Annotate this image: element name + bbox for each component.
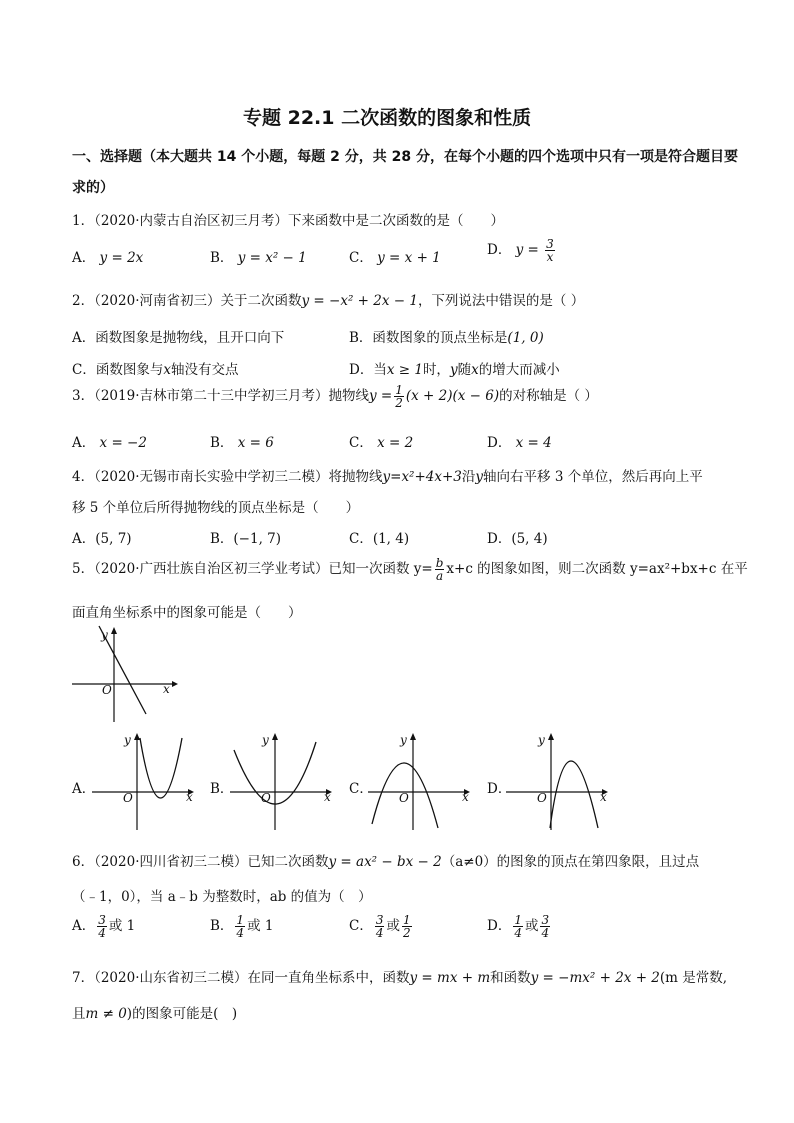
svg-text:O: O [399,791,409,805]
q3-stem: 3．（2019·吉林市第二十三中学初三月考）抛物线y = $\frac{1}{2}$ (x + 2)(x − 6)的对称轴是（ ） [72,383,598,410]
q5-stem-line1: 5．（2020·广西壮族自治区初三学业考试）已知一次函数 y= $\frac{b}{a}$ x+c 的图象如图，则二次函数 y=ax²+bx+c 在平 [72,556,748,583]
fraction: $\frac{3}{x}$ [546,237,554,264]
q2-option-b: B．函数图象的顶点坐标是(1, 0) [349,330,544,346]
parabola [550,761,598,828]
svg-text:O: O [261,791,271,805]
q4-option-d: D．(5, 4) [487,531,548,547]
q1-option-a [72,246,143,266]
q6-option-c: C． $\frac{3}{4}$ 或 $\frac{1}{2}$ [349,913,411,940]
q3-option-a: A． x = −2 [72,435,147,451]
option-label: C． [349,250,373,266]
svg-text:y: y [400,733,407,747]
q2-option-c: C．函数图象与x轴没有交点 [72,362,239,378]
q5-option-a-graph [90,728,200,834]
origin-label: O [102,683,112,697]
page-title: 专题 22.1 二次函数的图象和性质 [243,107,532,129]
y-axis-label: y [101,628,108,642]
svg-text:x: x [186,790,193,804]
q5-option-c-graph [366,728,476,834]
svg-text:x: x [462,790,469,804]
svg-text:y: y [124,733,131,747]
svg-text:O: O [537,791,547,805]
section-heading-line2: 求的） [72,180,114,196]
q5-option-b-label: B． [210,781,234,797]
q3-option-c: C． x = 2 [349,435,414,451]
q5-option-c-label: C． [349,781,373,797]
svg-text:x: x [600,790,607,804]
option-label: D． [487,242,512,258]
y-axis-arrow [111,627,117,634]
q5-option-b-graph [228,728,338,834]
q5-option-d-label: D． [487,781,512,797]
q4-stem-line2: 移 5 个单位后所得抛物线的顶点坐标是（ ） [72,500,360,516]
section-heading-line1: 一、选择题（本大题共 14 个小题，每题 2 分，共 28 分，在每个小题的四个选项中只有一项是符合题目要 [72,149,738,165]
q2-option-a: A．函数图象是抛物线，且开口向下 [72,330,285,346]
option-formula: y = x + 1 [377,250,441,266]
q1-option-d [487,238,557,263]
q5-option-d-graph [504,728,614,834]
q1-option-c [349,246,441,266]
q6-stem-line2: （﹣1，0），当 a﹣b 为整数时，ab 的值为（ ） [72,889,372,905]
q6-option-d: D． $\frac{1}{4}$ 或 $\frac{3}{4}$ [487,913,550,940]
parabola [140,738,182,798]
q5-linear-graph [68,622,188,726]
svg-text:y: y [538,733,545,747]
q6-option-a: A． $\frac{3}{4}$ 或 1 [72,913,136,940]
q3-option-d: D． x = 4 [487,435,552,451]
option-formula: y = 2x [99,250,144,266]
q5-stem-line2: 面直角坐标系中的图象可能是（ ） [72,605,302,621]
q5-option-a-label: A． [72,781,96,797]
q4-option-b: B．(−1, 7) [210,531,282,547]
x-axis-arrow [172,681,178,687]
option-formula: y = [515,242,539,258]
option-label: A． [72,250,96,266]
q1-option-b [210,246,307,266]
q2-option-d: D．当x ≥ 1时，y随x的增大而减小 [349,362,560,378]
q3-option-b: B． x = 6 [210,435,274,451]
q6-option-b: B． $\frac{1}{4}$ 或 1 [210,913,274,940]
option-label: B． [210,250,234,266]
q4-option-c: C．(1, 4) [349,531,410,547]
q2-stem: 2．（2020·河南省初三）关于二次函数y = −x² + 2x − 1，下列说法中错误的是（ ） [72,293,585,309]
svg-text:y: y [262,733,269,747]
q7-stem-line2: 且m ≠ 0)的图象可能是( ) [72,1006,238,1022]
svg-text:x: x [324,790,331,804]
q4-option-a: A．(5, 7) [72,531,132,547]
x-axis-label: x [163,682,170,696]
q1-stem: 1．（2020·内蒙古自治区初三月考）下来函数中是二次函数的是（ ） [72,213,504,229]
option-formula: y = x² − 1 [237,250,307,266]
q7-stem-line1: 7．（2020·山东省初三二模）在同一直角坐标系中，函数y = mx + m和函数y = −mx² + 2x + 2(m 是常数, [72,970,728,986]
svg-text:O: O [123,791,133,805]
q4-stem-line1: 4．（2020·无锡市南长实验中学初三二模）将抛物线y=x²+4x+3沿y轴向右平移 3 个单位，然后再向上平 [72,469,703,485]
q6-stem-line1: 6．（2020·四川省初三二模）已知二次函数y = ax² − bx − 2（a≠0）的图象的顶点在第四象限，且过点 [72,854,700,870]
